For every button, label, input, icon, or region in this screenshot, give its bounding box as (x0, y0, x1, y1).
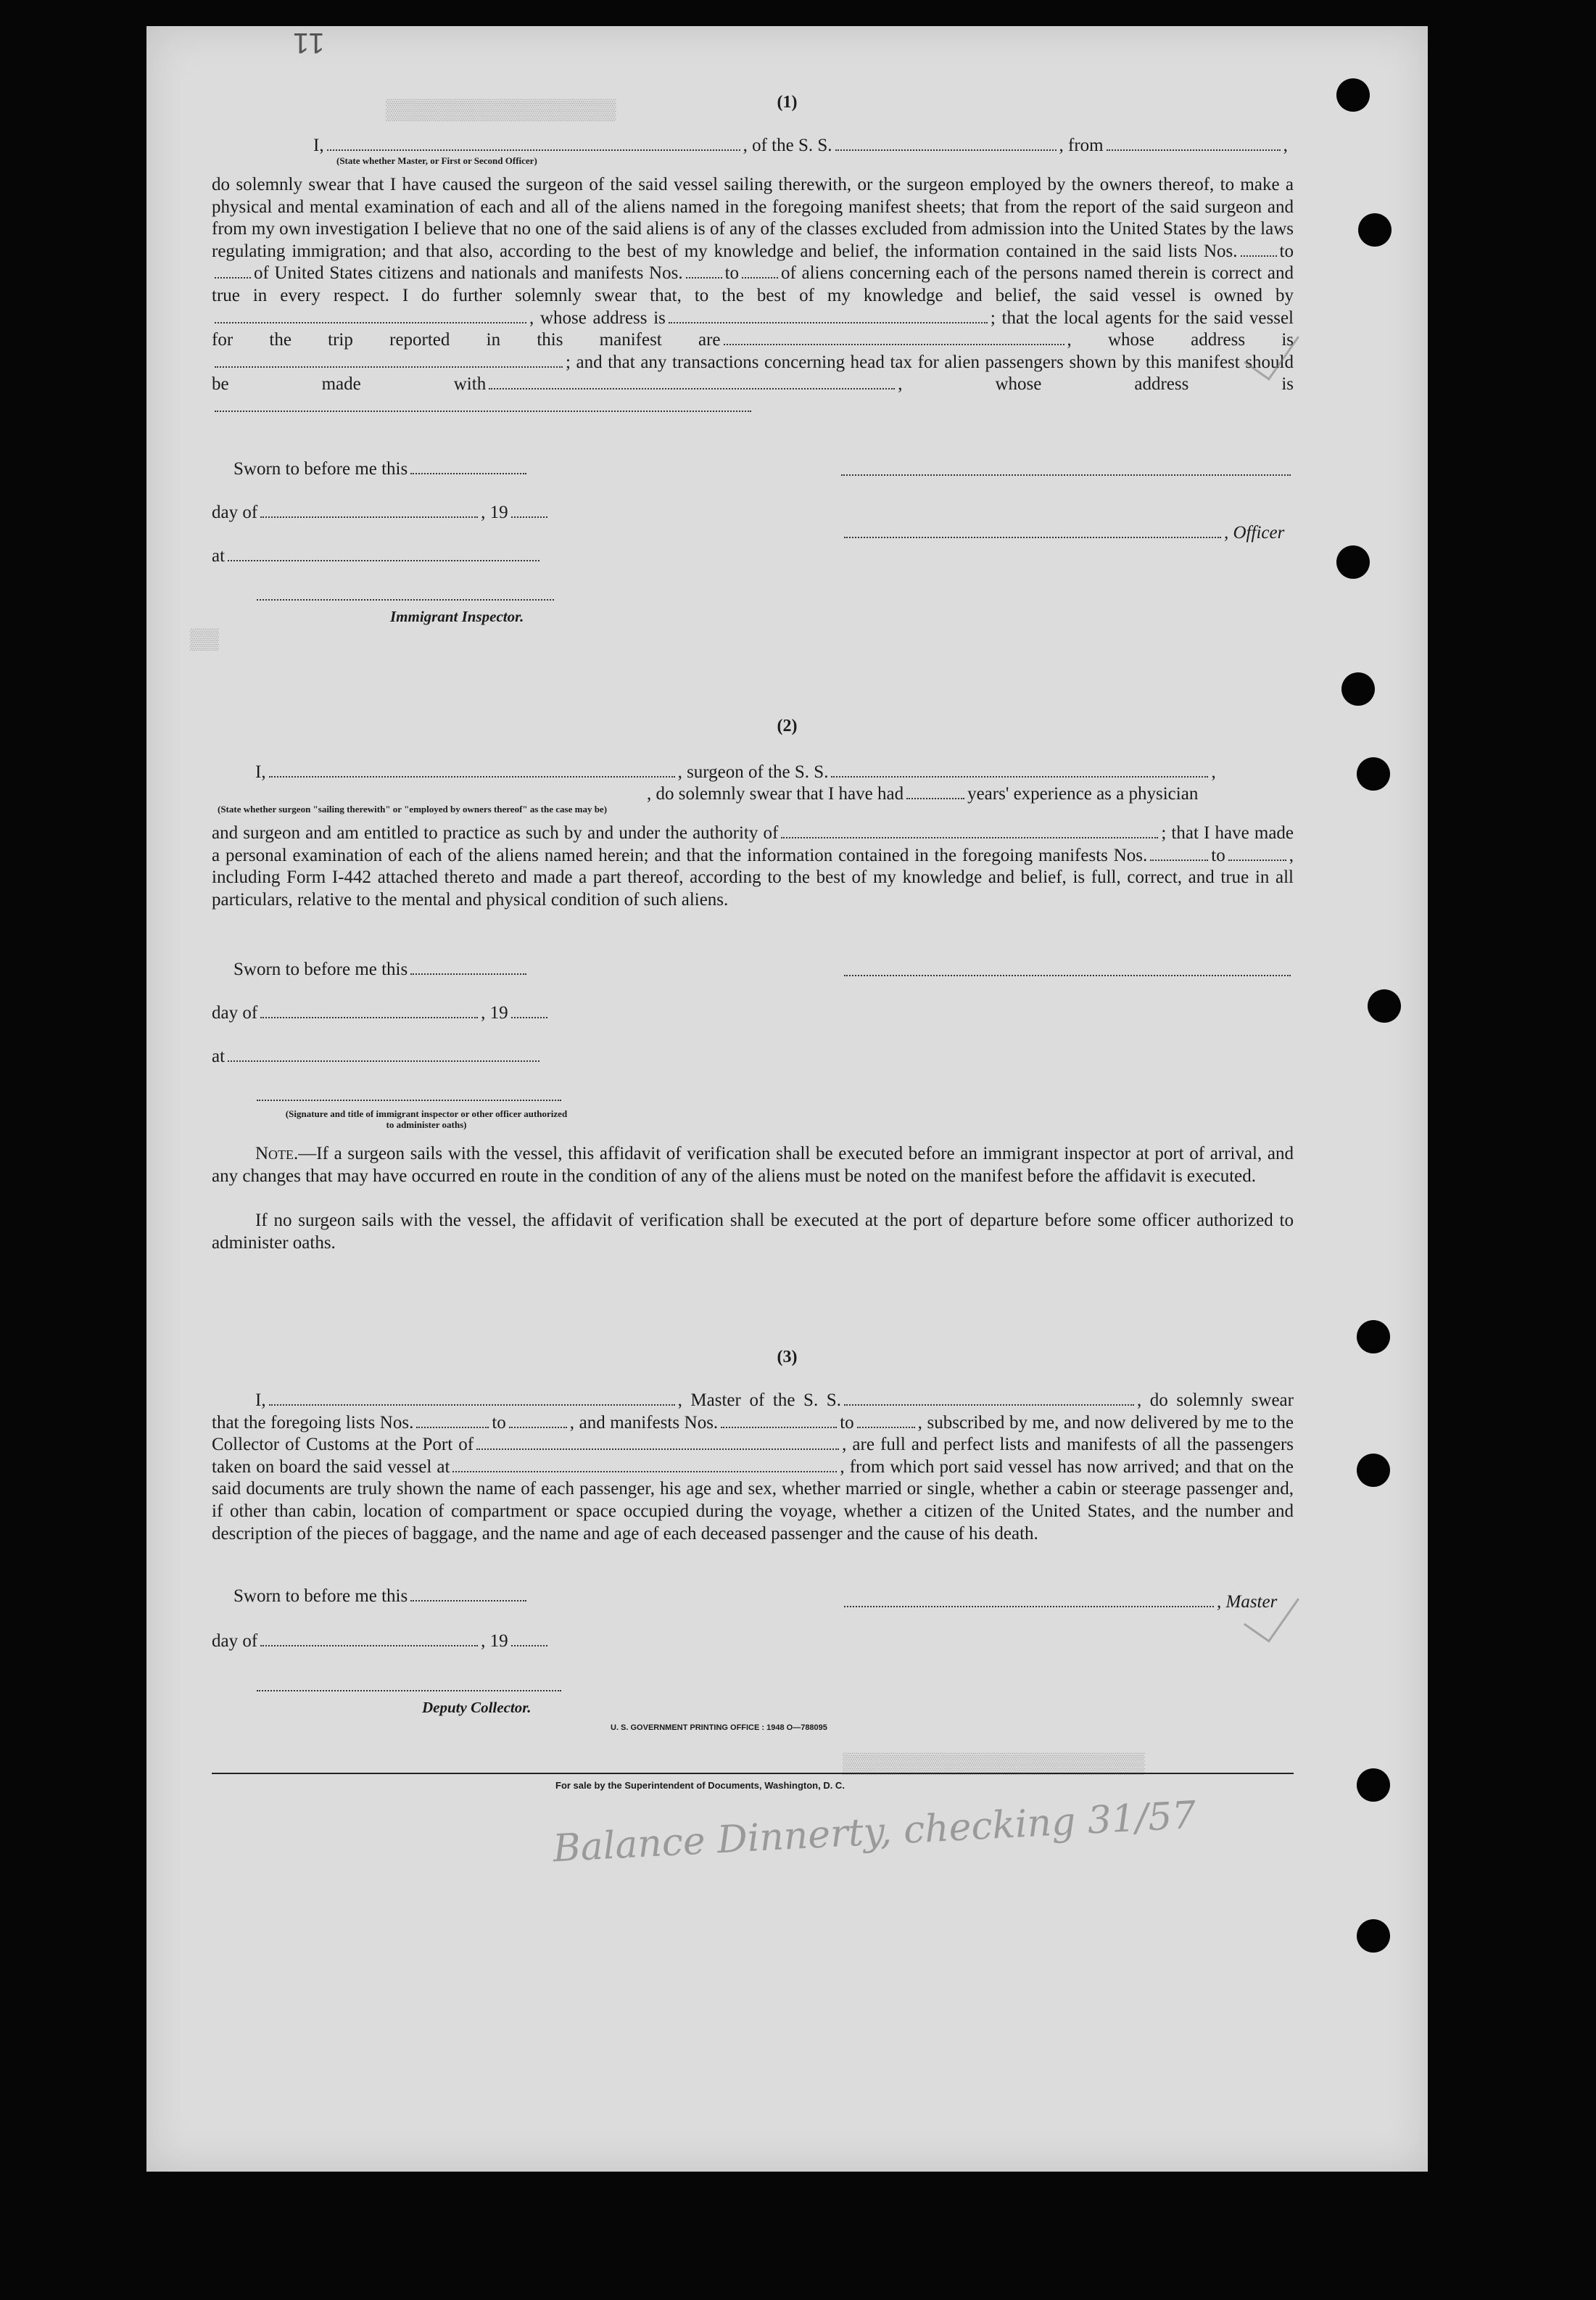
punch-hole (1357, 1768, 1390, 1802)
bleed-through-mark: ▒▒ (190, 628, 219, 651)
footer-rule (212, 1773, 1294, 1774)
section-2-signature-line (844, 975, 1291, 976)
section-2-sworn-line: Sworn to before me this (212, 959, 1294, 981)
deputy-collector-label: Deputy Collector. (422, 1699, 532, 1716)
section-1-at-line: at (212, 545, 1294, 567)
manifest-sheet (146, 26, 1428, 2172)
section-2-note-2: If no surgeon sails with the vessel, the affidavit of verification shall be executed at the port of departure before some officer authorized to administer oaths. (212, 1211, 1294, 1253)
bleed-through-mark: ▒▒▒▒▒▒▒▒▒▒▒▒▒▒▒▒▒▒▒▒▒ (843, 1752, 1145, 1775)
immigrant-inspector-label: Immigrant Inspector. (390, 608, 524, 625)
section-1-first-line: I, , of the S. S. , from , (313, 136, 1288, 155)
handwritten-note: Balance Dinnerty, checking 31/57 (552, 1793, 1197, 1871)
gpo-imprint: U. S. GOVERNMENT PRINTING OFFICE : 1948 O—788095 (611, 1723, 827, 1732)
section-2-first-line: I, , surgeon of the S. S. , (255, 762, 1216, 782)
section-1-sworn-line: Sworn to before me this (212, 458, 1294, 480)
section-1-inspector-signature-line (257, 599, 554, 601)
section-2-surgeon-caption: (State whether surgeon "sailing therewith" or "employed by owners thereof" as the case may be) (218, 804, 608, 815)
punch-hole (1357, 1919, 1390, 1953)
section-2-day-line: day of , 19 (212, 1002, 1294, 1024)
section-1-officer-caption: (State whether Master, or First or Second Officer) (336, 155, 537, 166)
bleed-through-mark: ▒▒▒▒▒▒▒▒▒▒▒▒▒▒▒▒ (386, 99, 616, 121)
section-3-oath-paragraph: I, , Master of the S. S. , do solemnly swear that the foregoing lists Nos. to , and manifests Nos. to , subscribed by me, and now delivered by me to the Collector of Customs at the Port of , are full and perfect lists and manifests of all the passengers taken on board the said vessel at , from which port said vessel has now arrived; and that on the said documents are truly shown the name of each passenger, his age and sex, whether married or single, whether a cabin or steerage passenger and, if other than cabin, location of compartment or space occupied during the voyage, whether a citizen of the United States, and the number and description of the pieces of baggage, and the name and age of each deceased passenger and the cause of his death. (212, 1390, 1294, 1543)
section-3-sworn-line: Sworn to before me this (212, 1586, 1294, 1607)
section-2-number: (2) (777, 717, 798, 735)
section-2-oath-paragraph: and surgeon and am entitled to practice as such by and under the authority of ; that I have made a personal examination of each of the aliens named herein; and that the information contained in the foregoing manifests Nos. to , including Form I-442 attached thereto and made a part thereof, according to the best of my knowledge and belief, is full, correct, and true in all particulars, relative to the mental and physical condition of such aliens. (212, 823, 1294, 910)
punch-hole (1368, 989, 1401, 1023)
section-3-master-line: , Master (841, 1591, 1298, 1613)
for-sale-imprint: For sale by the Superintendent of Documents, Washington, D. C. (555, 1780, 845, 1791)
punch-hole (1357, 1454, 1390, 1487)
section-3-day-line: day of , 19 (212, 1631, 1294, 1652)
section-1-day-line: day of , 19 (212, 502, 1294, 524)
page-number-mark: 11 (292, 27, 325, 59)
punch-hole (1357, 757, 1390, 791)
section-1-number: (1) (777, 93, 798, 112)
section-1-oath-paragraph: do solemnly swear that I have caused the surgeon of the said vessel sailing therewith, or the surgeon employed by the owners thereof, to make a physical and mental examination of each and all of the aliens named in the foregoing manifest sheets; that from the report of the said surgeon and from my own investigation I believe that no one of the said aliens is of any of the classes excluded from admission into the United States by the laws regulating immigration; and that also, according to the best of my knowledge and belief, the information contained in the said lists Nos. toof United States citizens and nationals and manifests Nos. to of aliens concerning each of the persons named therein is correct and true in every respect. I do further solemnly swear that, to the best of my knowledge and belief, the said vessel is owned by, whose address is ; that the local agents for the said vessel for the trip reported in this manifest are , whose address is; and that any transactions concerning head tax for alien passengers shown by this manifest should be made with , whose address is (212, 174, 1294, 419)
punch-hole (1341, 672, 1375, 706)
punch-hole (1336, 545, 1370, 579)
punch-hole (1358, 213, 1392, 247)
section-2-note: Note.—If a surgeon sails with the vessel, this affidavit of verification shall be executed before an immigrant inspector at port of arrival, and any changes that may have occurred en route in the condition of any of the aliens must be noted on the manifest before the affidavit is executed. (212, 1144, 1294, 1186)
punch-hole (1336, 78, 1370, 112)
punch-hole (1357, 1320, 1390, 1353)
section-3-collector-signature-line (257, 1690, 561, 1691)
section-2-second-line: , do solemnly swear that I have had years' experience as a physician (647, 784, 1199, 804)
section-2-at-line: at (212, 1046, 1294, 1068)
section-2-inspector-signature-line (257, 1100, 561, 1101)
section-3-number: (3) (777, 1348, 798, 1367)
section-1-officer-signature-line (841, 474, 1291, 476)
section-2-signature-caption: (Signature and title of immigrant inspector or other officer authorized to administer oaths) (285, 1108, 568, 1130)
section-1-officer-line: , Officer (841, 522, 1298, 544)
